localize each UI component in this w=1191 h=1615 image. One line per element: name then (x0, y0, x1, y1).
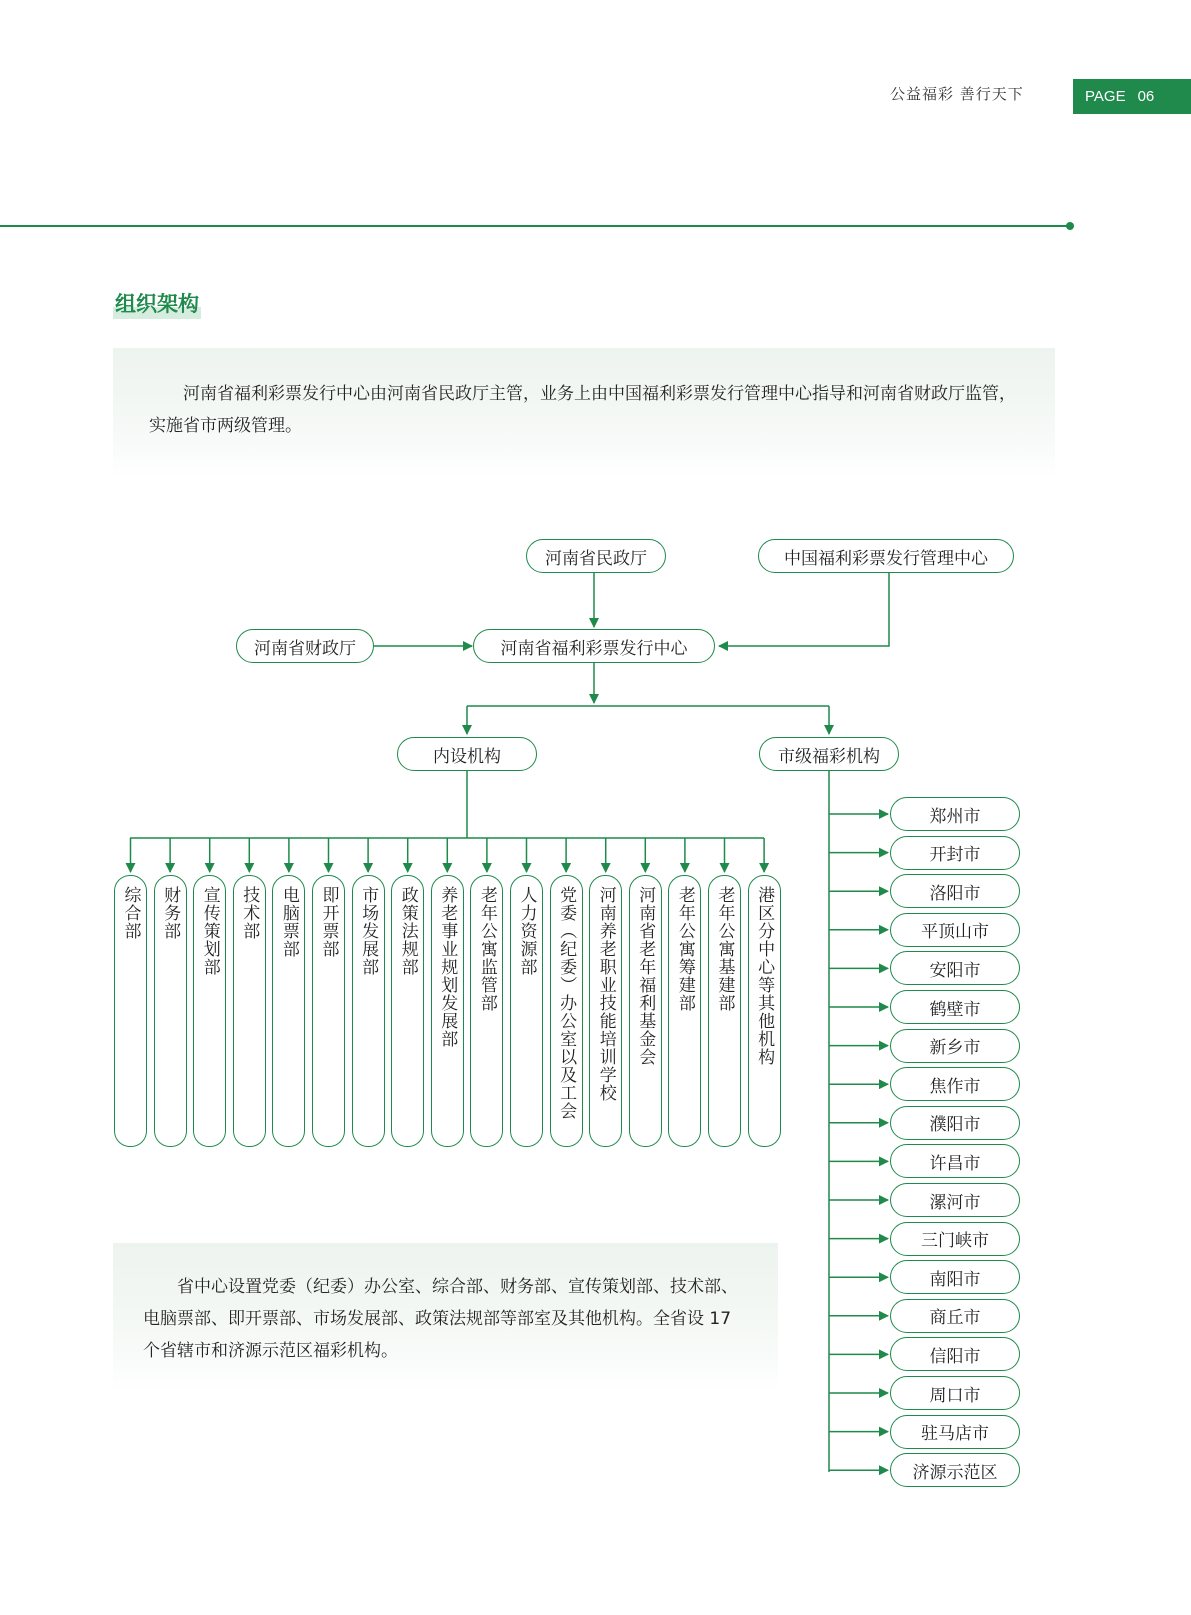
city-label: 商丘市 (929, 1308, 981, 1329)
city-node (890, 951, 1020, 985)
department-label: 综合部 (120, 886, 141, 940)
department-label: 老年公寓基建部 (714, 886, 735, 1012)
city-label: 漯河市 (929, 1192, 981, 1213)
department-box (668, 875, 701, 1147)
city-label: 信阳市 (929, 1346, 981, 1367)
city-node (890, 1183, 1020, 1217)
city-node (890, 1029, 1020, 1063)
city-label: 洛阳市 (929, 883, 981, 904)
department-box (154, 875, 187, 1147)
city-node (890, 913, 1020, 947)
city-node (890, 1299, 1020, 1333)
department-box (470, 875, 503, 1147)
city-node (890, 836, 1020, 870)
city-node (890, 1337, 1020, 1371)
city-label: 周口市 (929, 1385, 981, 1406)
department-label: 电脑票部 (278, 886, 299, 958)
city-label: 安阳市 (929, 960, 981, 981)
department-box (233, 875, 266, 1147)
section-title: 组织架构 (113, 289, 201, 319)
node-city-branches: 市级福彩机构 (759, 737, 899, 771)
department-box (589, 875, 622, 1147)
city-node (890, 1106, 1020, 1140)
city-label: 济源示范区 (912, 1462, 998, 1483)
city-node (890, 1067, 1020, 1101)
department-box (272, 875, 305, 1147)
node-internal-departments: 内设机构 (397, 737, 537, 771)
node-finance-dept: 河南省财政厅 (236, 629, 374, 663)
department-label: 老年公寓监管部 (476, 886, 497, 1012)
city-label: 开封市 (929, 845, 981, 866)
department-label: 人力资源部 (516, 886, 537, 976)
city-node (890, 1144, 1020, 1178)
department-box (510, 875, 543, 1147)
department-box (352, 875, 385, 1147)
department-label: 养老事业规划发展部 (437, 886, 458, 1048)
department-label: 河南养老职业技能培训学校 (595, 886, 616, 1102)
city-label: 郑州市 (929, 806, 981, 827)
city-label: 濮阳市 (929, 1115, 981, 1136)
city-label: 鹤壁市 (929, 999, 981, 1020)
department-box (550, 875, 583, 1147)
node-civil-affairs-dept: 河南省民政厅 (526, 539, 666, 573)
department-label: 河南省老年福利基金会 (635, 886, 656, 1066)
city-label: 驻马店市 (921, 1424, 989, 1445)
city-node (890, 1415, 1020, 1449)
intro-paragraph: 河南省福利彩票发行中心由河南省民政厅主管，业务上由中国福利彩票发行管理中心指导和河南省财政厅监管，实施省市两级管理。 (113, 348, 1055, 478)
department-label: 即开票部 (318, 886, 339, 958)
summary-paragraph: 省中心设置党委（纪委）办公室、综合部、财务部、宣传策划部、技术部、电脑票部、即开票部、市场发展部、政策法规部等部室及其他机构。全省设 17 个省辖市和济源示范区福彩机构。 (113, 1243, 778, 1393)
node-provincial-lottery-center: 河南省福利彩票发行中心 (473, 629, 715, 663)
node-china-lottery-center: 中国福利彩票发行管理中心 (758, 539, 1014, 573)
department-box (431, 875, 464, 1147)
page-number: 06 (1137, 88, 1155, 105)
department-label: 政策法规部 (397, 886, 418, 976)
city-node (890, 797, 1020, 831)
department-box (629, 875, 662, 1147)
header-slogan: 公益福彩 善行天下 (890, 85, 1024, 103)
department-box (708, 875, 741, 1147)
department-box (391, 875, 424, 1147)
department-box (114, 875, 147, 1147)
department-label: 党委（纪委）办公室以及工会 (556, 886, 577, 1120)
city-node (890, 1453, 1020, 1487)
city-node (890, 874, 1020, 908)
department-label: 港区分中心等其他机构 (754, 886, 775, 1066)
city-node (890, 1260, 1020, 1294)
city-label: 南阳市 (929, 1269, 981, 1290)
city-label: 焦作市 (929, 1076, 981, 1097)
city-node (890, 990, 1020, 1024)
department-label: 老年公寓筹建部 (674, 886, 695, 1012)
page-label: PAGE (1085, 88, 1126, 105)
department-label: 技术部 (239, 886, 260, 940)
city-label: 三门峡市 (921, 1231, 989, 1252)
city-label: 许昌市 (929, 1153, 981, 1174)
city-label: 平顶山市 (921, 922, 989, 943)
city-node (890, 1222, 1020, 1256)
department-label: 宣传策划部 (199, 886, 220, 976)
city-node (890, 1376, 1020, 1410)
department-box (312, 875, 345, 1147)
department-box (748, 875, 781, 1147)
department-label: 市场发展部 (358, 886, 379, 976)
city-label: 新乡市 (929, 1038, 981, 1059)
department-label: 财务部 (160, 886, 181, 940)
department-box (193, 875, 226, 1147)
